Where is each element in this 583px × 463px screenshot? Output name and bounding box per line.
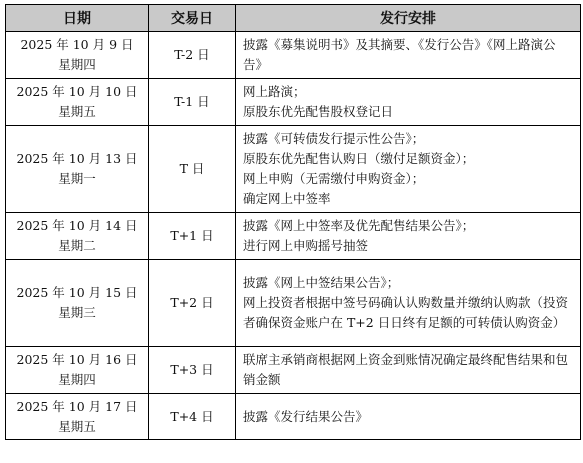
header-schedule: 发行安排	[236, 5, 581, 32]
table-row	[6, 394, 581, 440]
table-header	[6, 5, 581, 32]
date-text: 2025 年 10 月 15 日	[16, 285, 138, 300]
trading-day-cell: T-1 日	[149, 79, 236, 126]
plan-cell	[236, 79, 581, 126]
plan-line: 进行网上申购摇号抽签	[243, 238, 369, 253]
header-trading-day: 交易日	[149, 5, 236, 32]
plan-line: 网上路演；	[243, 84, 306, 99]
date-text: 2025 年 10 月 16 日	[16, 352, 138, 367]
table-row	[6, 347, 581, 394]
plan-line: 披露《可转债发行提示性公告》；	[243, 131, 425, 146]
trading-day-cell: T+1 日	[149, 213, 236, 260]
weekday-text: 星期四	[58, 372, 96, 387]
plan-line: 披露《网上中签结果公告》；	[243, 275, 400, 290]
table-row	[6, 79, 581, 126]
plan-cell	[236, 213, 581, 260]
date-cell	[6, 347, 149, 394]
table-row	[6, 126, 581, 213]
date-cell	[6, 79, 149, 126]
table-header-row	[6, 5, 581, 32]
plan-cell	[236, 32, 581, 79]
plan-line: 原股东优先配售认购日（缴付足额资金）；	[243, 151, 475, 166]
table-row	[6, 213, 581, 260]
trading-day-cell: T+4 日	[149, 394, 236, 440]
date-text: 2025 年 10 月 9 日	[20, 37, 134, 52]
plan-cell	[236, 394, 581, 440]
plan-cell	[236, 260, 581, 347]
date-text: 2025 年 10 月 13 日	[16, 151, 138, 166]
weekday-text: 星期一	[58, 171, 96, 186]
trading-day-cell: T-2 日	[149, 32, 236, 79]
date-cell	[6, 260, 149, 347]
table-body	[6, 32, 581, 440]
date-cell	[6, 213, 149, 260]
plan-cell	[236, 126, 581, 213]
weekday-text: 星期三	[58, 305, 96, 320]
date-text: 2025 年 10 月 17 日	[16, 398, 138, 414]
weekday-text: 星期四	[58, 57, 96, 72]
plan-line: 披露《网上中签率及优先配售结果公告》；	[243, 218, 475, 233]
plan-line: 网上投资者根据中签号码确认认购数量并缴纳认购款（投资者确保资金账户在 T+2 日日终有足额的可转债认购资金）	[243, 295, 569, 330]
trading-day-cell: T 日	[149, 126, 236, 213]
header-date: 日期	[6, 5, 149, 32]
trading-day-cell: T+2 日	[149, 260, 236, 347]
table-row	[6, 260, 581, 347]
weekday-text: 星期二	[58, 238, 96, 253]
plan-line: 联席主承销商根据网上资金到账情况确定最终配售结果和包销金额	[243, 352, 569, 387]
trading-day-cell: T+3 日	[149, 347, 236, 394]
table-row	[6, 32, 581, 79]
plan-line: 网上申购（无需缴付申购资金）；	[243, 171, 425, 186]
date-cell	[6, 394, 149, 440]
plan-line: 披露《募集说明书》及其摘要、《发行公告》《网上路演公告》	[243, 37, 556, 72]
weekday-text: 星期五	[58, 418, 96, 434]
plan-cell	[236, 347, 581, 394]
issuance-schedule-table-wrapper	[5, 4, 580, 440]
plan-line: 确定网上中签率	[243, 191, 331, 206]
issuance-schedule-table	[5, 4, 581, 440]
date-cell	[6, 32, 149, 79]
date-text: 2025 年 10 月 10 日	[16, 84, 138, 99]
date-text: 2025 年 10 月 14 日	[16, 218, 138, 233]
plan-line: 原股东优先配售股权登记日	[243, 104, 394, 119]
plan-line: 披露《发行结果公告》	[243, 408, 369, 424]
date-cell	[6, 126, 149, 213]
weekday-text: 星期五	[58, 104, 96, 119]
